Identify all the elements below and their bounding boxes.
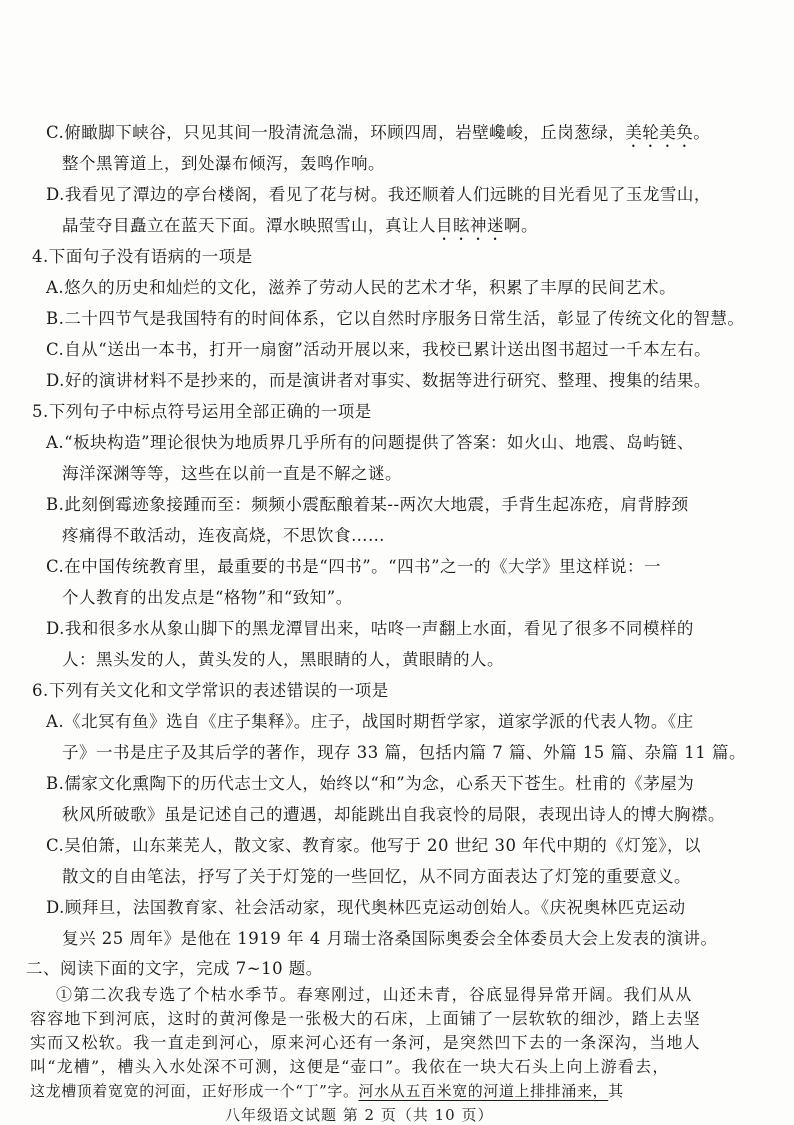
q5-option-b-line1: B.此刻倒霉迹象接踵而至：频频小震酝酿着某--两次大地震，手背生起冻疮，肩背脖颈 [46, 495, 689, 514]
q4-option-b: B.二十四节气是我国特有的时间体系，它以自然时序服务日常生活，彰显了传统文化的智慧。 [46, 309, 745, 328]
q3-option-c-line2: 整个黑箐道上，到处瀑布倾泻，轰鸣作响。 [62, 154, 385, 173]
q5-option-a-line2: 海洋深渊等等，这些在以前一直是不解之谜。 [62, 464, 402, 483]
emphasized-phrase: 美轮美奂 [625, 123, 694, 142]
passage-text: 其 [608, 1082, 624, 1100]
passage-line: 容容地下到河底，这时的黄河像是一张极大的石床，上面铺了一层软软的细沙，踏上去坚 [30, 1009, 701, 1028]
q5-option-c-line1: C.在中国传统教育里，最重要的书是“四书”。“四书”之一的《大学》里这样说：一 [46, 557, 662, 576]
q4-option-a: A.悠久的历史和灿烂的文化，滋养了劳动人民的艺术才华，积累了丰厚的民间艺术。 [46, 278, 677, 297]
q5-stem: 5.下列句子中标点符号运用全部正确的一项是 [32, 402, 372, 421]
page-footer: 八年级语文试题 第 2 页（共 10 页） [225, 1106, 494, 1124]
section-heading: 二、阅读下面的文字，完成 7~10 题。 [26, 959, 323, 978]
q4-option-d: D.好的演讲材料不是抄来的，而是演讲者对事实、数据等进行研究、整理、搜集的结果。 [46, 371, 711, 390]
text-span: 晶莹夺目矗立在蓝天下面。潭水映照雪山，真让人 [62, 216, 436, 235]
q6-option-c-line2: 散文的自由笔法，抒写了关于灯笼的一些回忆，从不同方面表达了灯笼的重要意义。 [62, 867, 691, 886]
q5-option-b-line2: 疼痛得不敢活动，连夜高烧，不思饮食…… [62, 526, 385, 545]
text-span: 。 [693, 123, 711, 142]
q5-option-d-line2: 人：黑头发的人，黄头发的人，黑眼睛的人，黄眼睛的人。 [62, 650, 504, 669]
emphasized-phrase: 目眩神迷 [436, 216, 504, 235]
q3-option-c-line1 [46, 122, 710, 151]
q6-option-a-line2: 子》一书是庄子及其后学的著作，现存 33 篇，包括内篇 7 篇、外篇 15 篇、杂篇 11 篇。 [62, 743, 746, 762]
passage-text: 这龙槽顶着宽宽的河面，正好形成一个“丁”字。 [30, 1082, 359, 1100]
q6-option-c-line1: C.吴伯箫，山东莱芜人，散文家、教育家。他写于 20 世纪 30 年代中期的《灯笼》，以 [46, 836, 702, 855]
q4-option-c: C.自从“送出一本书，打开一扇窗”活动开展以来，我校已累计送出图书超过一千本左右。 [46, 340, 712, 359]
q3-option-d-line2 [62, 215, 538, 244]
passage-line: 实而又松软。我一直走到河心，原来河心还有一条河，是突然凹下去的一条深沟，当地人 [30, 1033, 701, 1052]
text-span: 啊。 [504, 216, 538, 235]
q6-option-d-line2: 复兴 25 周年》是他在 1919 年 4 月瑞士洛桑国际奥委会全体委员大会上发表的演讲。 [62, 929, 718, 948]
passage-line [30, 1080, 624, 1102]
q5-option-d-line1: D.我和很多水从象山脚下的黑龙潭冒出来，咕咚一声翻上水面，看见了很多不同模样的 [46, 619, 694, 638]
q5-option-c-line2: 个人教育的出发点是“格物”和“致知”。 [62, 588, 353, 607]
q3-option-d-line1: D.我看见了潭边的亭台楼阁，看见了花与树。我还顺着人们远眺的目光看见了玉龙雪山， [46, 185, 711, 204]
q4-stem: 4.下面句子没有语病的一项是 [32, 247, 253, 266]
passage-line: 叫“龙槽”，槽头入水处深不可测，这便是“壶口”。我依在一块大石头上向上游看去， [30, 1057, 670, 1076]
q6-stem: 6.下列有关文化和文学常识的表述错误的一项是 [32, 681, 389, 700]
q6-option-b-line1: B.儒家文化熏陶下的历代志士文人，始终以“和”为念，心系天下苍生。杜甫的《茅屋为 [46, 774, 695, 793]
text-span: C.俯瞰脚下峡谷，只见其间一股清流急湍，环顾四周，岩壁巉峻，丘岗葱绿， [46, 123, 626, 142]
passage-line: ①第二次我专选了个枯水季节。春寒刚过，山还未青，谷底显得异常开阔。我们从从 [56, 985, 693, 1004]
q6-option-a-line1: A.《北冥有鱼》选自《庄子集释》。庄子，战国时期哲学家，道家学派的代表人物。《庄 [46, 712, 694, 731]
underlined-sentence: 河水从五百米宽的河道上排排涌来， [358, 1082, 609, 1100]
q6-option-b-line2: 秋风所破歌》虽是记述自己的遭遇，却能跳出自我哀怜的局限，表现出诗人的博大胸襟。 [62, 805, 725, 824]
q5-option-a-line1: A.“板块构造”理论很快为地质界几乎所有的问题提供了答案：如火山、地震、岛屿链、 [46, 433, 695, 452]
q6-option-d-line1: D.顾拜旦，法国教育家、社会活动家，现代奥林匹克运动创始人。《庆祝奥林匹克运动 [46, 898, 686, 917]
